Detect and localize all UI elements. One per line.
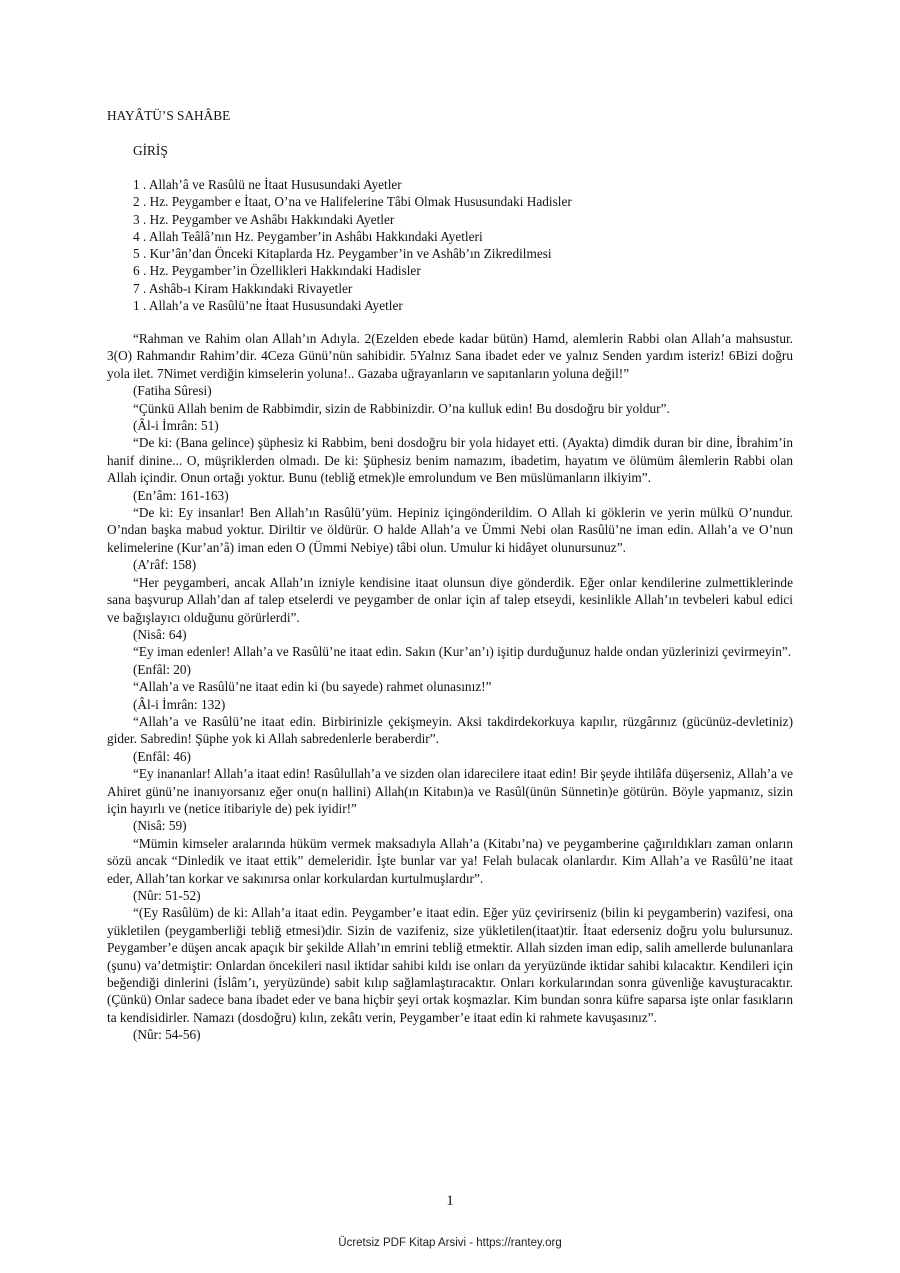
verse-source: (Fatiha Sûresi) — [133, 383, 212, 399]
verse-source: (Nûr: 51-52) — [133, 888, 201, 903]
verse-paragraph: “Allah’a ve Rasûlü’ne itaat edin ki (bu sayede) rahmet olunasınız!” — [133, 679, 492, 695]
toc-item: 2 . Hz. Peygamber e İtaat, O’na ve Halifelerine Tâbi Olmak Hususundaki Hadisler — [133, 194, 572, 210]
verse-source: (Enfâl: 46) — [133, 748, 191, 764]
verse-source: (Nisâ: 64) — [133, 626, 187, 642]
verse-paragraph: “Mümin kimseler aralarında hüküm vermek maksadıyla Allah’a (Kitabı’na) ve peygamberine çağırıldıkları zaman onların sözü ancak “Dinledik ve itaat ettik” demeleridir. İşte bunlar var ya! Felah bulacak olanlardır. Kim Allah’a ve Rasûlü’ne itaat eder, Allah’tan korkar ve sakınırsa onlar korkulardan kurtulmuşlardır”. — [107, 835, 793, 886]
toc-item: 5 . Kur’ân’dan Önceki Kitaplarda Hz. Peygamber’in ve Ashâb’ın Zikredilmesi — [133, 246, 552, 262]
document-body — [107, 330, 793, 1044]
verse-source: (Âl-i İmrân: 51) — [133, 418, 219, 434]
toc-item: 7 . Ashâb-ı Kiram Hakkındaki Rivayetler — [133, 280, 353, 296]
verse-paragraph: “(Ey Rasûlüm) de ki: Allah’a itaat edin. Peygamber’e itaat edin. Eğer yüz çevirirseniz (bilin ki peygamberin) vazifesi, ona yükletilen (peygamberliği tebliğ etmesi)dir. Sizin de vazifeniz, size yükletilen(itaat)tir. İtaat ederseniz doğru yolu bulursunuz. Peygamber’e düşen ancak apaçık bir şekilde Allah’ın emrini tebliğ etmektir. Allah sizden iman edip, salih amellerde bulunanlara (şunu) va’detmiştir: Onlardan öncekileri nasıl iktidar sahibi kıldı ise onları da yeryüzünde iktidar sahibi kılacaktır. Kendileri için beğendiği dinlerini (İslâm’ı, yeryüzünde) sabit kılıp sağlamlaştıracaktır. Onları korkularından sonra güvenliğe kavuşturacaktır. (Çünkü) Onlar sadece bana ibadet eder ve bana hiçbir şeyi ortak koşmazlar. Kim bundan sonra küfre saparsa işte onlar fasıkların ta kendisidirler. Namazı (dosdoğru) kılın, zekâtı verin, Peygamber’e itaat edin ki rahmete kavuşasınız”. — [107, 905, 793, 1025]
section-heading: GİRİŞ — [133, 143, 168, 158]
verse-paragraph: “Rahman ve Rahim olan Allah’ın Adıyla. 2(Ezelden ebede kadar bütün) Hamd, alemlerin Rabbi olan Allah’a mahsustur. 3(O) Rahmandır Rahim’dir. 4Ceza Günü’nün sahibidir. 5Yalnız Sana ibadet eder ve yalnız Senden yardım isteriz! 6Bizi doğru yola ilet. 7Nimet verdiğin kimselerin yoluna!.. Gazaba uğrayanların ve sapıtanların yoluna değil!” — [107, 331, 793, 381]
verse-paragraph: “Ey inananlar! Allah’a itaat edin! Rasûlullah’a ve sizden olan idarecilere itaat edin! Bir şeyde ihtilâfa düşerseniz, Allah’a ve Ahiret günü’ne inanıyorsanız eğer onu(n hallini) Allah(ın Kitabın)a ve Rasûl(ünün Sünnetin)e götürün. Böyle yapmanız, sizin için hayırlı ve (netice itibariyle de) pek iyidir!” — [107, 766, 793, 816]
verse-paragraph: “De ki: Ey insanlar! Ben Allah’ın Rasûlü’yüm. Hepiniz içingönderildim. O Allah ki göklerin ve yerin mülkü O’nundur. O’ndan başka mabud yoktur. Diriltir ve öldürür. O halde Allah’a ve Ümmi Nebi olan Rasûlü’ne iman edin. Allah’a ve O’nun kelimelerine (Kur’an’â) iman eden O (Ümmi Nebiye) tâbi olun. Umulur ki hidâyet olunursunuz”. — [107, 505, 793, 555]
verse-paragraph: “De ki: (Bana gelince) şüphesiz ki Rabbim, beni dosdoğru bir yola hidayet etti. (Ayakta) dimdik duran bir dine, İbrahim’in hanif dinine... O, müşriklerden olmadı. De ki: Şüphesiz benim namazım, ibadetim, hayatım ve ölümüm âlemlerin Rabbi olan Allah içindir. Onun ortağı yoktur. Bunu (tebliğ etmek)le emrolundum ve Ben müslümanların ilkiyim”. — [107, 435, 793, 486]
toc-item: 6 . Hz. Peygamber’in Özellikleri Hakkındaki Hadisler — [133, 263, 421, 279]
toc-item: 4 . Allah Teâlâ’nın Hz. Peygamber’in Ashâbı Hakkındaki Ayetleri — [133, 228, 483, 244]
verse-source: (En’âm: 161-163) — [133, 487, 229, 503]
verse-source: (Nûr: 54-56) — [133, 1027, 201, 1043]
document-title: HAYÂTÜ’S SAHÂBE — [107, 108, 231, 123]
verse-paragraph: “Her peygamberi, ancak Allah’ın izniyle kendisine itaat olunsun diye gönderdik. Eğer onlar kendilerine zulmettiklerinde sana başvurup Allah’dan af talep etselerdi ve peygamber de onlar için af talep etseydi, kesinlikle Allah’ın tevbeleri kabul edici ve bağışlayıcı olduğunu görürlerdi”. — [107, 574, 793, 625]
verse-source: (A’râf: 158) — [133, 557, 197, 573]
toc-item: 1 . Allah’a ve Rasûlü’ne İtaat Hususundaki Ayetler — [133, 298, 403, 314]
verse-source: (Nisâ: 59) — [133, 818, 187, 834]
toc-item: 1 . Allah’â ve Rasûlü ne İtaat Hususundaki Ayetler — [133, 177, 402, 192]
table-of-contents — [133, 176, 572, 314]
page-footer: Ücretsiz PDF Kitap Arsivi - https://rantey.org — [338, 1237, 562, 1249]
verse-source: (Enfâl: 20) — [133, 661, 191, 677]
toc-item: 3 . Hz. Peygamber ve Ashâbı Hakkındaki Ayetler — [133, 211, 395, 227]
verse-source: (Âl-i İmrân: 132) — [133, 696, 226, 712]
verse-paragraph: “Ey iman edenler! Allah’a ve Rasûlü’ne itaat edin. Sakın (Kur’an’ı) işitip durduğunuz halde ondan yüzlerinizi çevirmeyin”. — [133, 644, 792, 660]
verse-paragraph: “Çünkü Allah benim de Rabbimdir, sizin de Rabbinizdir. O’na kulluk edin! Bu dosdoğru bir yoldur”. — [133, 400, 670, 416]
verse-paragraph: “Allah’a ve Rasûlü’ne itaat edin. Birbirinizle çekişmeyin. Aksi takdirdekorkuya kapılır, rüzgârınız (gücünüz-devletiniz) gider. Sabredin! Şüphe yok ki Allah sabredenlerle beraberdir”. — [107, 713, 793, 747]
page-number: 1 — [446, 1193, 454, 1209]
